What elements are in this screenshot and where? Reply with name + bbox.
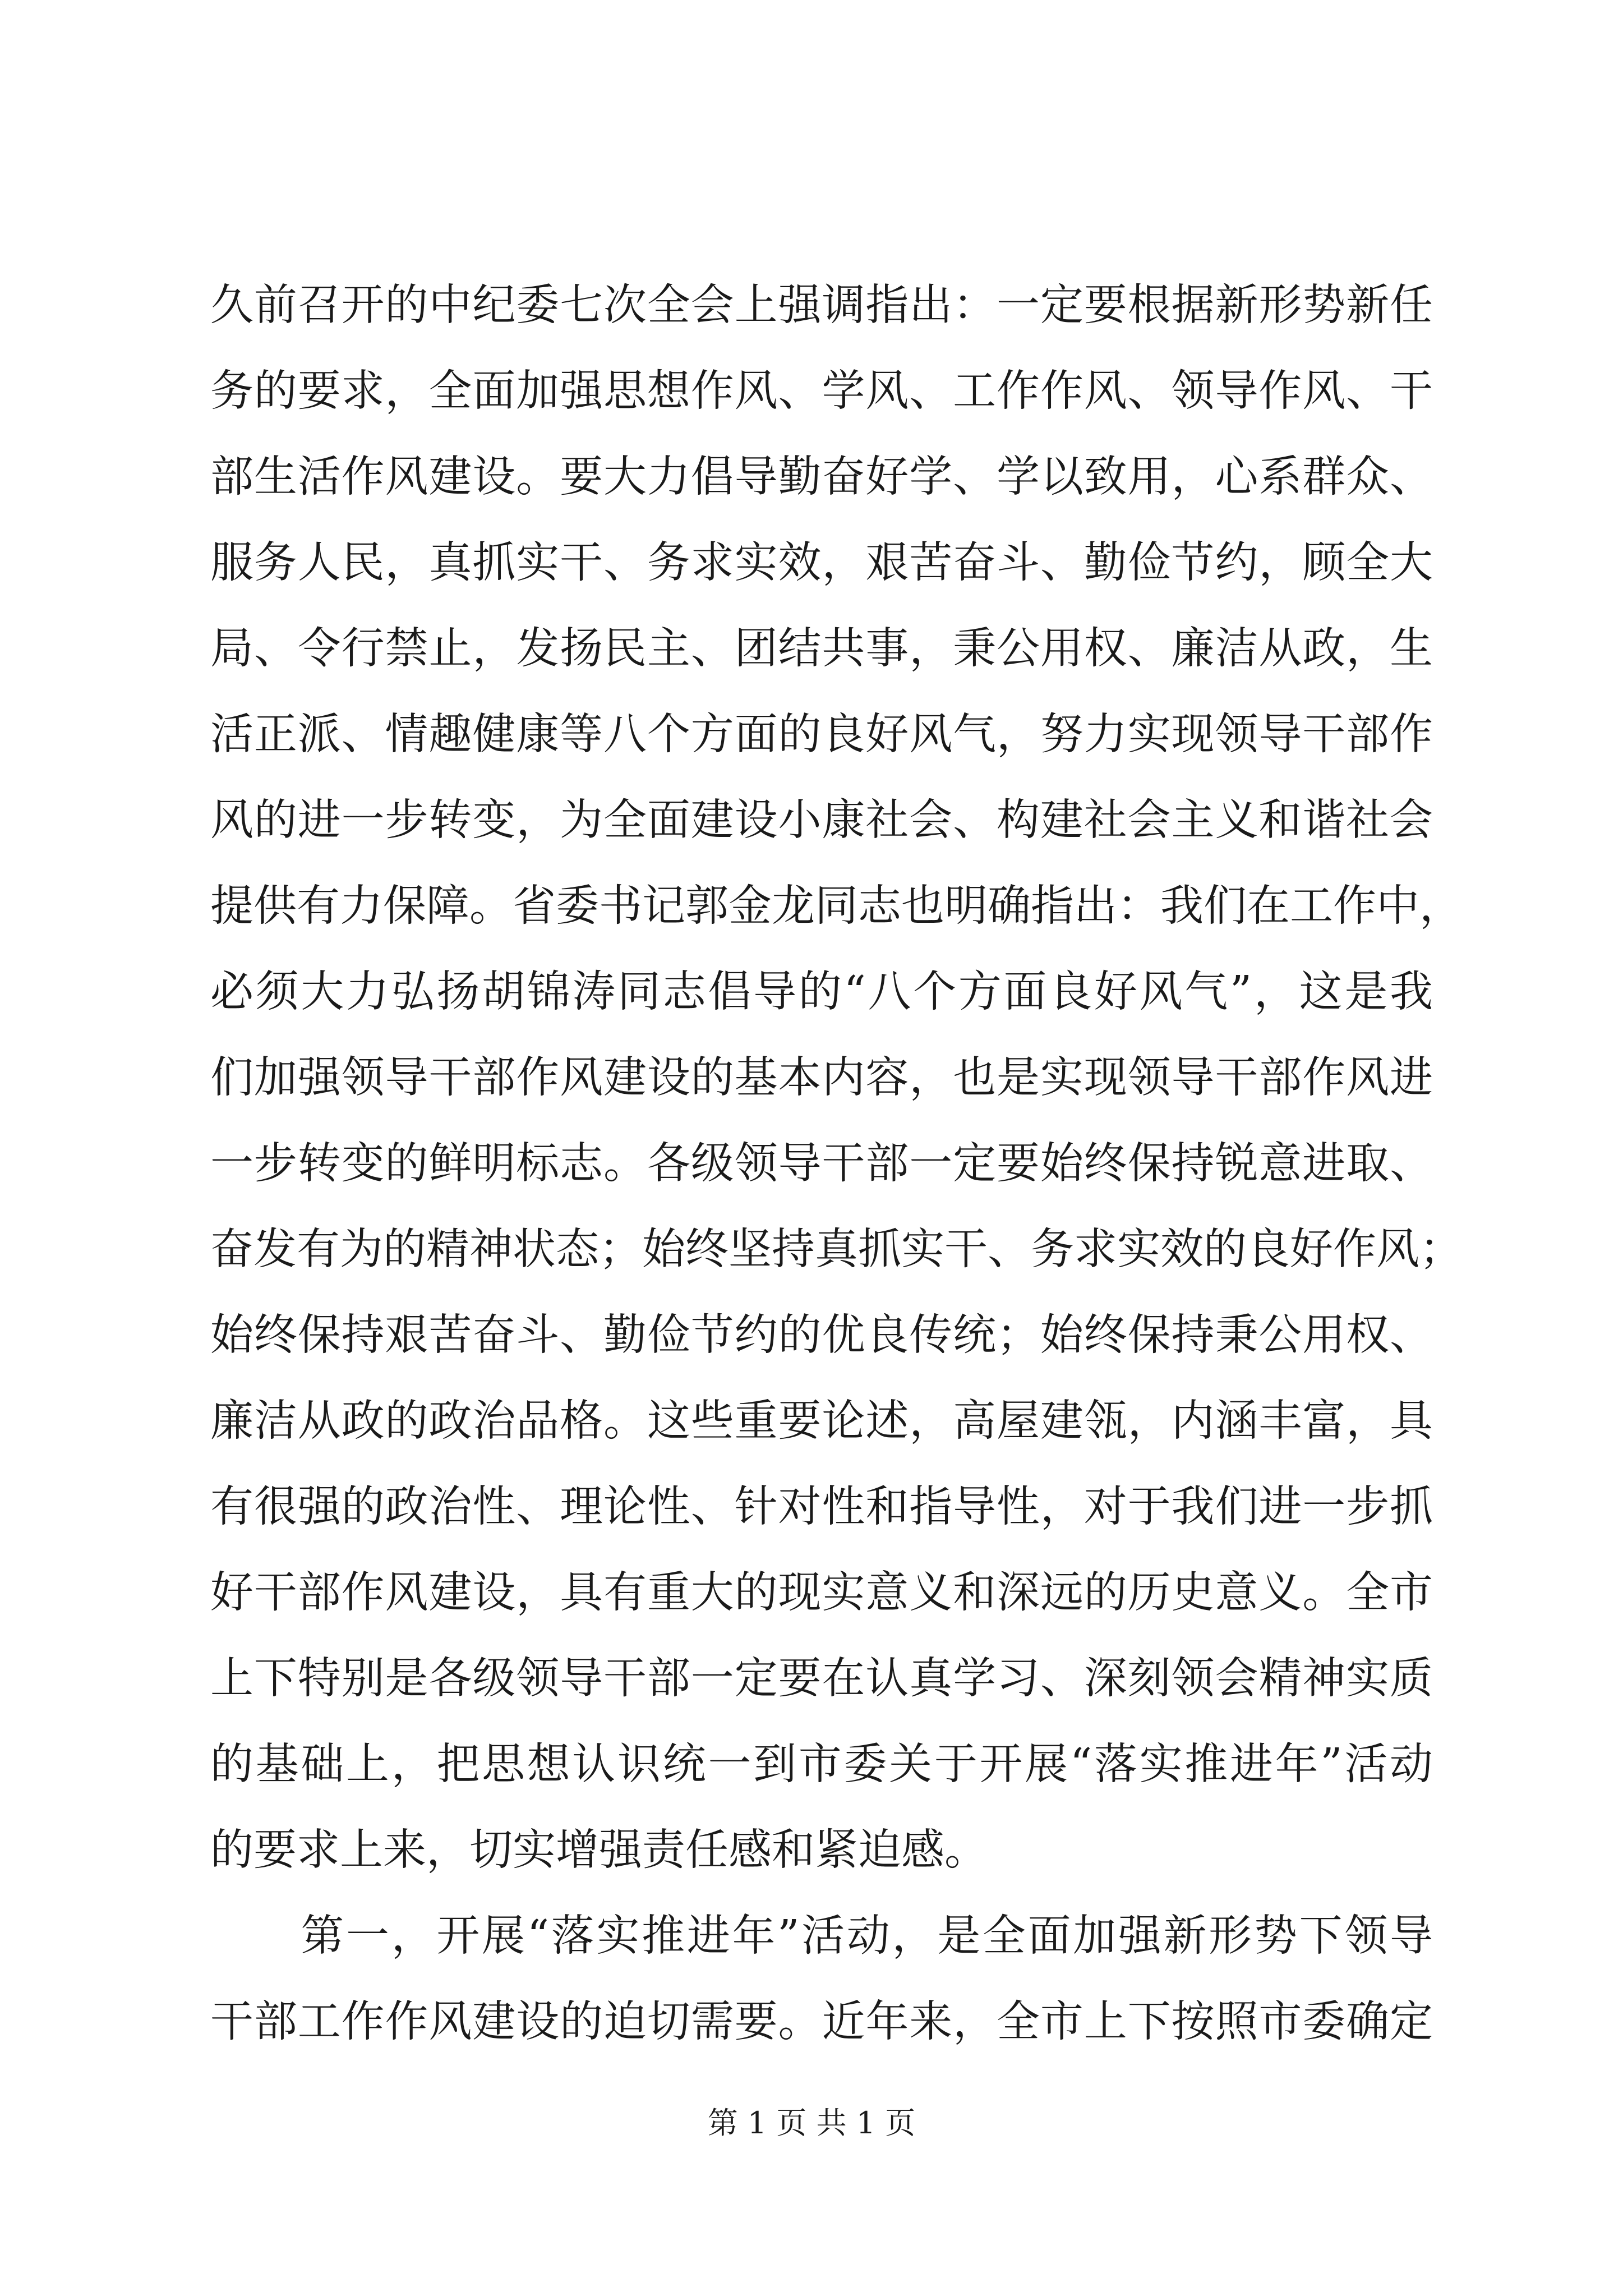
document-body: [210, 263, 1463, 2065]
text-line: 局、令行禁止，发扬民主、团结共事，秉公用权、廉洁从政，生: [210, 624, 1433, 674]
text-line: 提供有力保障。省委书记郭金龙同志也明确指出：我们在工作中，: [210, 881, 1463, 931]
text-line: 有很强的政治性、理论性、针对性和指导性，对于我们进一步抓: [210, 1482, 1433, 1532]
text-line: 的要求上来，切实增强责任感和紧迫感。: [210, 1825, 988, 1875]
text-line: 服务人民，真抓实干、务求实效，艰苦奋斗、勤俭节约，顾全大: [210, 538, 1433, 588]
text-line: 好干部作风建设，具有重大的现实意义和深远的历史意义。全市: [210, 1568, 1433, 1618]
text-line: 始终保持艰苦奋斗、勤俭节约的优良传统；始终保持秉公用权、: [210, 1310, 1433, 1360]
text-line: 们加强领导干部作风建设的基本内容，也是实现领导干部作风进: [210, 1053, 1433, 1103]
text-line: 的基础上，把思想认识统一到市委关于开展“落实推进年”活动: [210, 1740, 1433, 1789]
text-line: 第一，开展“落实推进年”活动，是全面加强新形势下领导: [210, 1911, 1433, 1961]
paragraph-2: [210, 1893, 1433, 2065]
text-line: 久前召开的中纪委七次全会上强调指出：一定要根据新形势新任: [210, 280, 1433, 330]
text-line: 廉洁从政的政治品格。这些重要论述，高屋建瓴，内涵丰富，具: [210, 1396, 1433, 1446]
page-footer: [0, 2099, 1623, 2142]
text-line: 必须大力弘扬胡锦涛同志倡导的“八个方面良好风气”，这是我: [210, 967, 1433, 1017]
page-number-label: 第 1 页 共 1 页: [707, 2105, 916, 2141]
text-line: 上下特别是各级领导干部一定要在认真学习、深刻领会精神实质: [210, 1654, 1433, 1704]
text-line: 部生活作风建设。要大力倡导勤奋好学、学以致用，心系群众、: [210, 452, 1433, 502]
text-line: 务的要求，全面加强思想作风、学风、工作作风、领导作风、干: [210, 366, 1433, 416]
text-line: 活正派、情趣健康等八个方面的良好风气，努力实现领导干部作: [210, 710, 1433, 760]
text-line: 一步转变的鲜明标志。各级领导干部一定要始终保持锐意进取、: [210, 1139, 1433, 1189]
text-line: 干部工作作风建设的迫切需要。近年来，全市上下按照市委确定: [210, 1997, 1433, 2047]
text-line: 奋发有为的精神状态；始终坚持真抓实干、务求实效的良好作风；: [210, 1225, 1463, 1274]
paragraph-1: [210, 263, 1463, 1893]
text-line: 风的进一步转变，为全面建设小康社会、构建社会主义和谐社会: [210, 795, 1433, 845]
